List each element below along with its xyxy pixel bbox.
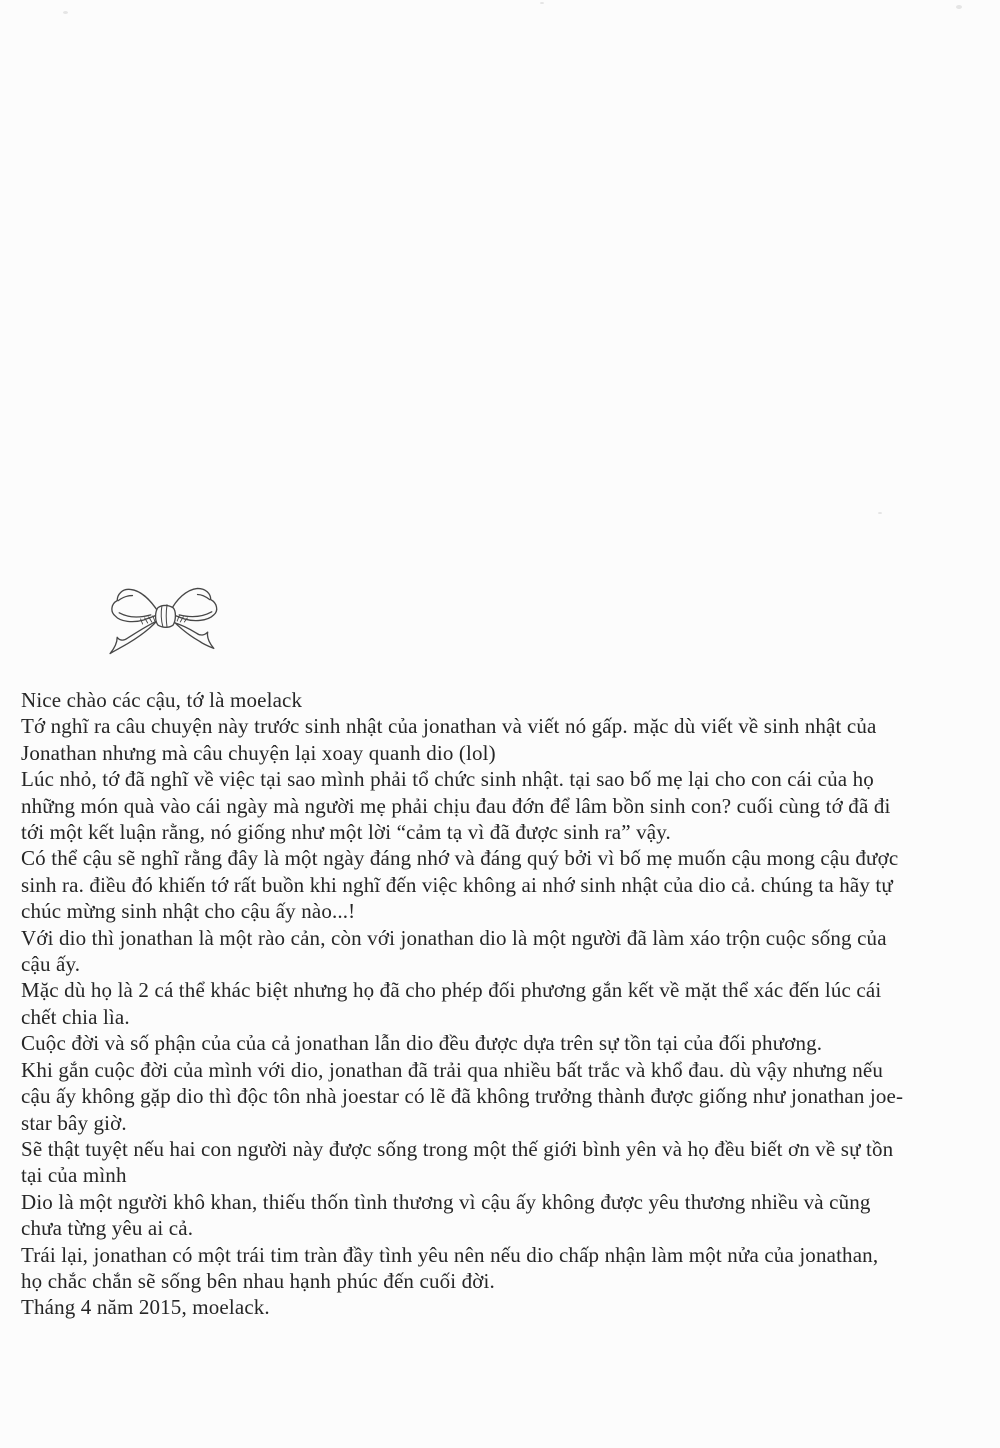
afterword-line: Với dio thì jonathan là một rào cản, còn với jonathan dio là một người đã làm xáo trộn cuộc sống của — [21, 925, 887, 950]
afterword-line: tại của mình — [21, 1163, 127, 1188]
ribbon-bow-icon — [106, 579, 226, 667]
afterword-line: cậu ấy không gặp dio thì độc tôn nhà joestar có lẽ đã không trưởng thành được giống như jonathan joe- — [21, 1084, 904, 1109]
afterword-line: Cuộc đời và số phận của của cả jonathan lẫn dio đều được dựa trên sự tồn tại của đối phương. — [21, 1031, 823, 1056]
afterword-line: Nice chào các cậu, tớ là moelack — [21, 688, 303, 712]
afterword-line: chúc mừng sinh nhật cho cậu ấy nào...! — [21, 899, 356, 924]
afterword-line: cậu ấy. — [21, 952, 81, 977]
afterword-line: họ chắc chắn sẽ sống bên nhau hạnh phúc đến cuối đời. — [21, 1268, 495, 1293]
afterword-line: Lúc nhỏ, tớ đã nghĩ về việc tại sao mình phải tổ chức sinh nhật. tại sao bố mẹ lại cho con cái của họ — [21, 767, 874, 792]
afterword-line: Có thể cậu sẽ nghĩ rằng đây là một ngày đáng nhớ và đáng quý bởi vì bố mẹ muốn cậu mong cậu được — [21, 846, 899, 871]
afterword-line: chết chia lìa. — [21, 1004, 130, 1029]
afterword-line: Trái lại, jonathan có một trái tim tràn đầy tình yêu nên nếu dio chấp nhận làm một nửa của jonathan, — [21, 1242, 879, 1267]
afterword-line: sinh ra. điều đó khiến tớ rất buồn khi nghĩ đến việc không ai nhớ sinh nhật của dio cả. chúng ta hãy tự — [21, 872, 893, 897]
afterword-line: star bây giờ. — [21, 1110, 127, 1135]
scan-artifact — [540, 2, 544, 4]
afterword-line: Sẽ thật tuyệt nếu hai con người này được sống trong một thế giới bình yên và họ đều biết ơn về sự tồn — [21, 1136, 894, 1161]
scan-artifact — [956, 5, 962, 9]
afterword-line: Jonathan nhưng mà câu chuyện lại xoay quanh dio (lol) — [21, 740, 496, 765]
afterword-line: chưa từng yêu ai cả. — [21, 1216, 194, 1241]
afterword-line: Mặc dù họ là 2 cá thể khác biệt nhưng họ đã cho phép đối phương gắn kết về mặt thể xác đến lúc cái — [21, 978, 882, 1003]
afterword-line: Tớ nghĩ ra câu chuyện này trước sinh nhật của jonathan và viết nó gấp. mặc dù viết về sinh nhật của — [21, 714, 877, 739]
scan-artifact — [878, 512, 882, 514]
afterword-text-block — [21, 687, 986, 1321]
afterword-line: Tháng 4 năm 2015, moelack. — [21, 1295, 270, 1320]
afterword-line: những món quà vào cái ngày mà người mẹ phải chịu đau đớn để lâm bồn sinh con? cuối cùng tớ đã đi — [21, 793, 891, 818]
scan-artifact — [63, 11, 68, 14]
afterword-line: Khi gắn cuộc đời của mình với dio, jonathan đã trải qua nhiều bất trắc và khổ đau. dù vậy nhưng nếu — [21, 1057, 883, 1082]
afterword-line: Dio là một người khô khan, thiếu thốn tình thương vì cậu ấy không được yêu thương nhiều và cũng — [21, 1189, 871, 1214]
afterword-line: tới một kết luận rằng, nó giống như một lời “cảm tạ vì đã được sinh ra” vậy. — [21, 820, 671, 845]
